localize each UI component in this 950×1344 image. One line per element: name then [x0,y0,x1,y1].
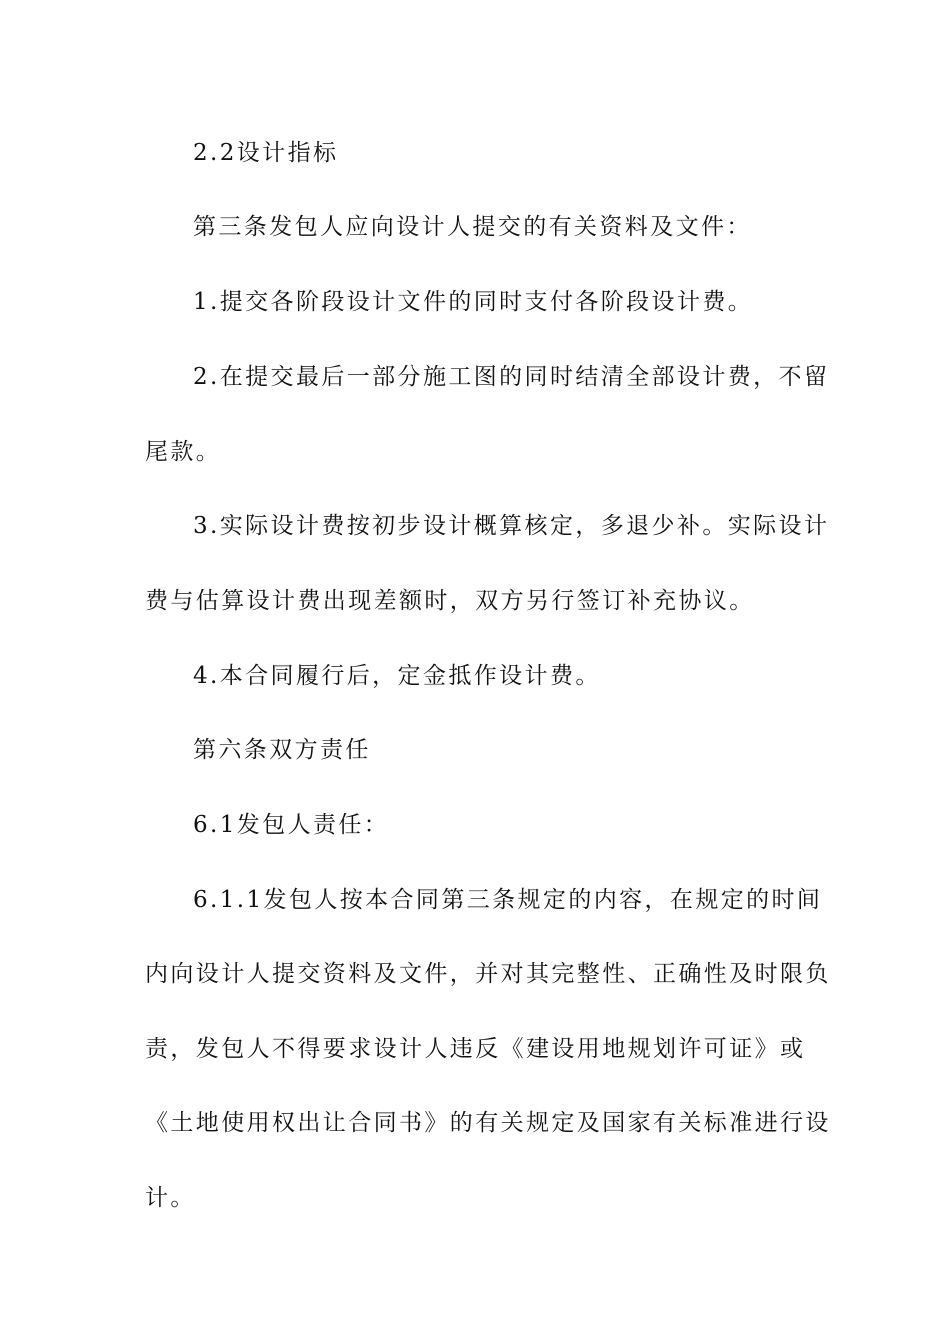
section-heading-6-1: 6.1发包人责任： [193,812,390,838]
paragraph-6-1-1-line-2: 内向设计人提交资料及文件，并对其完整性、正确性及时限负 [145,961,831,987]
paragraph-6-1-1-line-1: 6.1.1发包人按本合同第三条规定的内容，在规定的时间 [193,887,823,913]
paragraph-item-3-line-1: 3.实际设计费按初步设计概算核定，多退少补。实际设计 [193,513,830,539]
paragraph-item-1: 1.提交各阶段设计文件的同时支付各阶段设计费。 [193,289,754,315]
paragraph-item-2-line-1: 2.在提交最后一部分施工图的同时结清全部设计费，不留 [193,364,830,390]
paragraph-6-1-1-line-3: 责，发包人不得要求设计人违反《建设用地规划许可证》或 [145,1036,806,1062]
paragraph-item-3-line-2: 费与估算设计费出现差额时，双方另行签订补充协议。 [145,588,755,614]
section-heading-2-2: 2.2设计指标 [193,140,339,166]
paragraph-item-4: 4.本合同履行后，定金抵作设计费。 [193,663,601,689]
paragraph-item-2-line-2: 尾款。 [145,439,222,465]
article-3-heading: 第三条发包人应向设计人提交的有关资料及文件： [193,214,752,240]
article-6-heading: 第六条双方责任 [193,737,371,763]
paragraph-6-1-1-line-5: 计。 [145,1185,196,1211]
paragraph-6-1-1-line-4: 《土地使用权出让合同书》的有关规定及国家有关标准进行设 [145,1110,831,1136]
